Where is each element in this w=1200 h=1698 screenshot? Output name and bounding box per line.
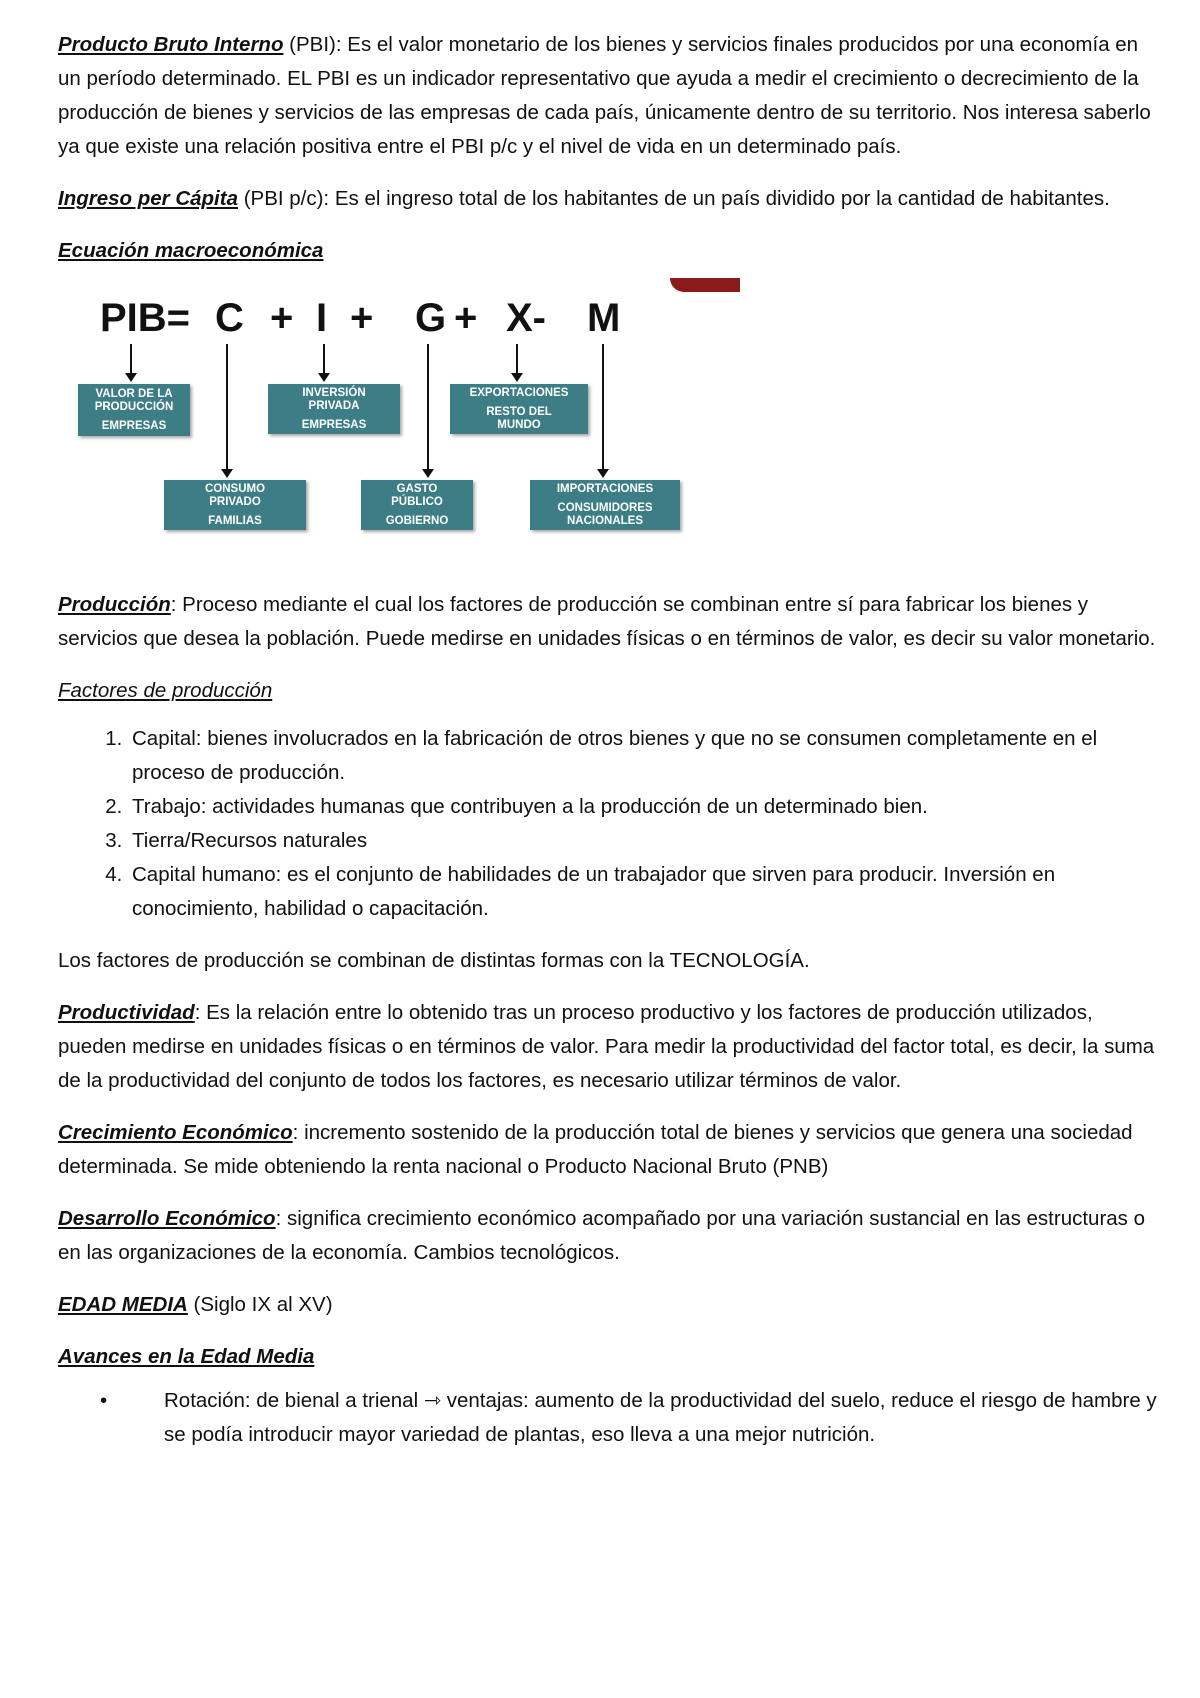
box-exportaciones: EXPORTACIONES RESTO DEL MUNDO — [450, 384, 588, 434]
productividad-text: : Es la relación entre lo obtenido tras un proceso productivo y los factores de producción utilizados, pueden medirse en unidades físicas o en términos de valor. Para medir la productividad del factor total, es decir, la suma de la productividad del conjunto de todos los factores, es necesario utilizar términos de valor. — [58, 1001, 1155, 1092]
produccion-term: Producción — [58, 593, 171, 616]
edad-media-term: EDAD MEDIA — [58, 1293, 188, 1316]
box-valor-produccion: VALOR DE LA PRODUCCIÓN EMPRESAS — [78, 384, 190, 436]
corner-decoration — [670, 278, 740, 292]
ingreso-text: (PBI p/c): Es el ingreso total de los habitantes de un país dividido por la cantidad de habitantes. — [238, 187, 1110, 210]
equation-pib: PIB= — [100, 296, 191, 340]
arrow-x — [516, 344, 518, 374]
crecimiento-term: Crecimiento Económico — [58, 1121, 293, 1144]
list-item: 1. Capital: bienes involucrados en la fabricación de otros bienes y que no se consumen completamente en el proceso de producción. — [128, 722, 1158, 790]
avances-list — [58, 1384, 1158, 1452]
ingreso-term: Ingreso per Cápita — [58, 187, 238, 210]
tecnologia-paragraph: Los factores de producción se combinan de distintas formas con la TECNOLOGÍA. — [58, 949, 810, 972]
edad-media-paragraph — [58, 1288, 1158, 1322]
list-item: 3. Tierra/Recursos naturales — [128, 824, 1158, 858]
pbi-term: Producto Bruto Interno — [58, 33, 284, 56]
crecimiento-text: : incremento sostenido de la producción total de bienes y servicios que genera una sociedad determinada. Se mide obteniendo la renta nacional o Producto Nacional Bruto (PNB) — [58, 1121, 1133, 1178]
box-gasto-publico: GASTO PÚBLICO GOBIERNO — [361, 480, 473, 530]
pbi-text: (PBI): Es el valor monetario de los bienes y servicios finales producidos por una economía en un período determinado. EL PBI es un indicador representativo que ayuda a medir el crecimiento o decrecimiento de la producción de bienes y servicios de las empresas de cada país, únicamente dentro de su territorio. Nos interesa saberlo ya que existe una relación positiva entre el PBI p/c y el nivel de vida en un determinado país. — [58, 33, 1151, 158]
equation-m: M — [587, 296, 621, 340]
list-item: 4. Capital humano: es el conjunto de habilidades de un trabajador que sirven para producir. Inversión en conocimiento, habilidad o capacitación. — [128, 858, 1158, 926]
equation-c: C — [215, 296, 244, 340]
equation-plus-1: + — [270, 296, 294, 340]
produccion-paragraph — [58, 588, 1158, 656]
equation-x: X- — [506, 296, 546, 340]
arrow-c — [226, 344, 228, 470]
equation-plus-2: + — [350, 296, 374, 340]
equation-i: I — [316, 296, 328, 340]
edad-media-text: (Siglo IX al XV) — [187, 1293, 333, 1316]
desarrollo-paragraph — [58, 1202, 1158, 1270]
arrow-m — [602, 344, 604, 470]
arrow-g — [427, 344, 429, 470]
box-importaciones: IMPORTACIONES CONSUMIDORES NACIONALES — [530, 480, 680, 530]
box-inversion-privada: INVERSIÓN PRIVADA EMPRESAS — [268, 384, 400, 434]
equation-g: G — [415, 296, 447, 340]
avances-heading: Avances en la Edad Media — [58, 1345, 315, 1368]
produccion-text: : Proceso mediante el cual los factores de producción se combinan entre sí para fabricar los bienes y servicios que desea la población. Puede medirse en unidades físicas o en términos de valor, es decir su valor monetario. — [58, 593, 1156, 650]
arrow-i — [323, 344, 325, 374]
ecuacion-heading: Ecuación macroeconómica — [58, 239, 324, 262]
desarrollo-term: Desarrollo Económico — [58, 1207, 276, 1230]
factores-heading: Factores de producción — [58, 679, 273, 702]
factores-list — [58, 722, 1158, 926]
desarrollo-text: : significa crecimiento económico acompañado por una variación sustancial en las estructuras o en las organizaciones de la economía. Cambios tecnológicos. — [58, 1207, 1146, 1264]
list-item: 2. Trabajo: actividades humanas que contribuyen a la producción de un determinado bien. — [128, 790, 1158, 824]
document-page — [58, 28, 1158, 1452]
productividad-paragraph — [58, 996, 1158, 1098]
box-consumo-privado: CONSUMO PRIVADO FAMILIAS — [164, 480, 306, 530]
pbi-paragraph — [58, 28, 1158, 164]
macroeconomic-equation-diagram — [70, 278, 750, 568]
list-item: • Rotación: de bienal a trienal ⇾ ventajas: aumento de la productividad del suelo, reduce el riesgo de hambre y se podía introducir mayor variedad de plantas, eso lleva a una mejor nutrición. — [100, 1384, 1158, 1452]
ingreso-paragraph — [58, 182, 1158, 216]
crecimiento-paragraph — [58, 1116, 1158, 1184]
arrow-pib — [130, 344, 132, 374]
productividad-term: Productividad — [58, 1001, 195, 1024]
equation-plus-3: + — [454, 296, 478, 340]
